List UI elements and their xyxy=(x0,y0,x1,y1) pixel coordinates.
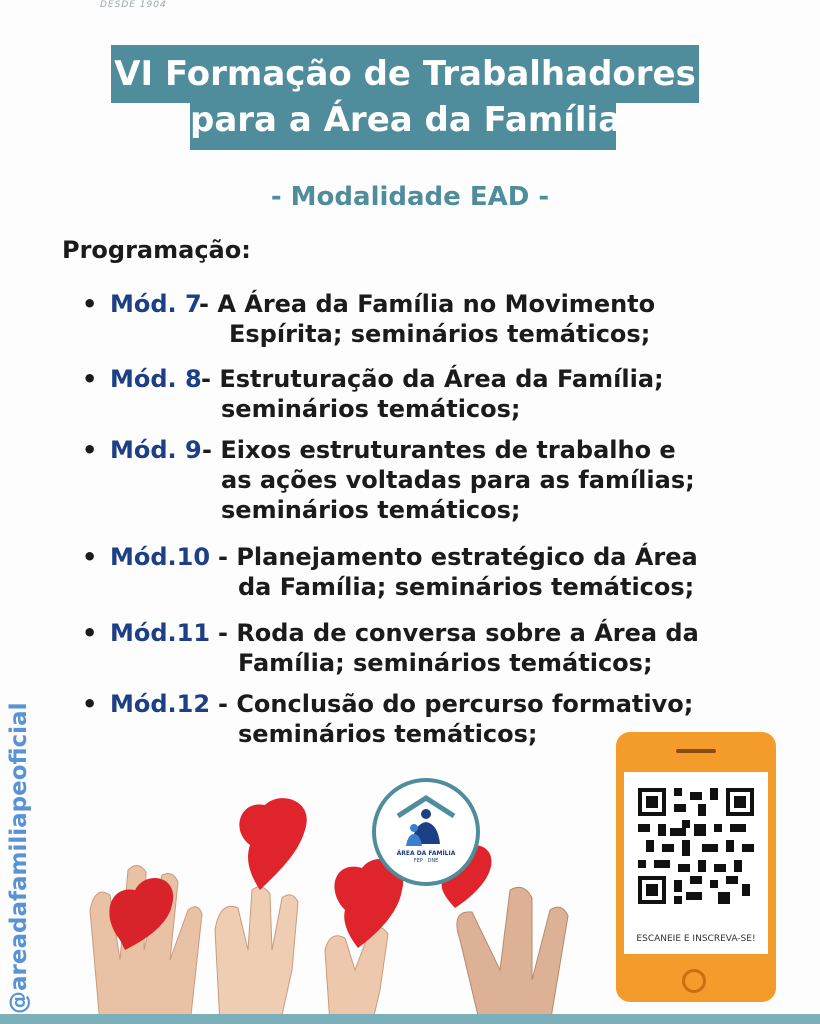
module-desc-line2: seminários temáticos; xyxy=(221,395,521,423)
program-label: Programação: xyxy=(62,236,251,264)
module-item xyxy=(82,618,782,682)
module-code: Mód. 8 xyxy=(110,365,202,393)
title-line-1: VI Formação de Trabalhadores xyxy=(111,45,699,103)
hands-hearts-illustration xyxy=(80,790,590,1024)
family-house-icon xyxy=(394,794,458,850)
subtitle: - Modalidade EAD - xyxy=(270,182,550,212)
logo-subtext: FEP · DNE xyxy=(413,858,439,864)
module-code: Mód. 9 xyxy=(110,436,202,464)
module-code: Mód.10 xyxy=(110,543,211,571)
module-desc-line1: - Conclusão do percurso formativo; xyxy=(218,690,694,718)
module-code: Mód.11 xyxy=(110,619,211,647)
phone-graphic xyxy=(616,732,776,1002)
module-desc-line2: seminários temáticos; xyxy=(238,720,538,748)
qr-code[interactable] xyxy=(638,788,754,904)
social-handle[interactable]: @areadafamiliapeoficial xyxy=(6,702,32,1014)
bullet-icon: • xyxy=(82,543,98,571)
module-desc-line2: Família; seminários temáticos; xyxy=(238,649,653,677)
module-desc-line2: Espírita; seminários temáticos; xyxy=(229,320,651,348)
logo-text: ÁREA DA FAMÍLIA xyxy=(396,850,456,857)
bullet-icon: • xyxy=(82,690,98,718)
module-code: Mód. 7 xyxy=(110,290,202,318)
module-code: Mód.12 xyxy=(110,690,211,718)
module-desc-line1: - Eixos estruturantes de trabalho e xyxy=(202,436,676,464)
module-desc-line1: - Roda de conversa sobre a Área da xyxy=(218,619,699,647)
bottom-bar xyxy=(0,1014,820,1024)
module-desc-line2: as ações voltadas para as famílias; xyxy=(221,466,695,494)
phone-screen xyxy=(624,772,768,954)
area-familia-logo xyxy=(372,778,480,886)
phone-speaker xyxy=(676,749,716,753)
bullet-icon: • xyxy=(82,290,98,318)
bullet-icon: • xyxy=(82,436,98,464)
bullet-icon: • xyxy=(82,619,98,647)
module-desc-line2: da Família; seminários temáticos; xyxy=(238,573,695,601)
module-desc-line1: - A Área da Família no Movimento xyxy=(199,290,656,318)
module-desc-line3: seminários temáticos; xyxy=(221,496,521,524)
module-desc-line1: - Estruturação da Área da Família; xyxy=(201,365,664,393)
module-desc-line1: - Planejamento estratégico da Área xyxy=(218,543,698,571)
title-line-2: para a Área da Família xyxy=(190,94,616,150)
bullet-icon: • xyxy=(82,365,98,393)
module-item xyxy=(82,542,782,606)
module-item xyxy=(82,435,782,529)
phone-home-button xyxy=(682,969,706,993)
module-item xyxy=(82,289,782,353)
module-item xyxy=(82,364,782,428)
brand-tagline: DESDE 1904 xyxy=(100,0,167,10)
qr-caption: ESCANEIE E INSCREVA-SE! xyxy=(636,934,756,944)
